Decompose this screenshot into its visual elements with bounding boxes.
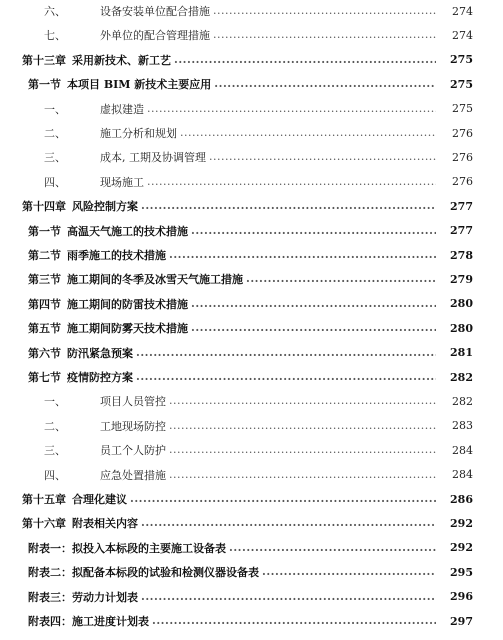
dot-leader [180,126,436,140]
dot-leader [191,224,436,238]
toc-entry-title: 本项目 BIM 新技术主要应用 [67,78,212,92]
toc-entry-page-number: 282 [452,394,473,408]
toc-entry[interactable] [0,366,503,388]
dot-leader [169,394,436,408]
dot-leader [141,590,436,604]
toc-entry-label: 二、 [44,127,66,140]
toc-entry-page-number: 284 [452,468,473,482]
toc-entry-label: 第三节 [28,273,61,287]
toc-entry[interactable] [0,24,503,46]
dot-leader [246,272,436,286]
toc-entry-page-number: 278 [450,248,473,262]
dot-leader [147,102,436,116]
dot-leader [152,614,436,628]
toc-entry-page-number: 292 [450,541,473,555]
dot-leader [169,443,436,457]
toc-entry-title: 附表二：拟配备本标段的试验和检测仪器设备表 [28,566,259,580]
toc-entry-page-number: 275 [450,77,473,91]
toc-entry-label: 第十五章 [22,493,66,506]
toc-entry-title: 施工期间防雾天技术措施 [67,322,188,336]
toc-entry-page-number: 274 [452,4,473,18]
dot-leader [213,4,436,18]
toc-entry-title: 疫情防控方案 [67,371,133,384]
dot-leader [214,77,436,91]
toc-entry-page-number: 275 [450,53,473,67]
toc-entry-page-number: 297 [450,614,473,628]
toc-entry-title: 成本, 工期及协调管理 [100,151,206,165]
toc-entry[interactable] [0,537,503,559]
toc-entry-title: 设备安装单位配合措施 [100,5,210,18]
dot-leader [229,541,436,555]
toc-entry[interactable] [0,146,503,168]
dot-leader [141,199,436,213]
toc-entry[interactable] [0,122,503,144]
toc-entry[interactable] [0,293,503,315]
toc-entry-title: 采用新技术、新工艺 [72,53,171,67]
toc-entry-title: 高温天气施工的技术措施 [67,224,188,238]
toc-entry-label: 一、 [44,395,66,409]
toc-entry-page-number: 282 [450,370,473,384]
dot-leader [141,516,436,530]
toc-entry-page-number: 283 [452,419,473,433]
toc-entry-label: 第一节 [28,78,61,92]
toc-entry-page-number: 276 [452,175,473,189]
toc-entry[interactable] [0,586,503,608]
dot-leader [262,565,436,579]
dot-leader [169,468,436,482]
toc-entry-page-number: 280 [450,321,473,335]
toc-entry[interactable] [0,390,503,412]
toc-entry-label: 四、 [44,175,66,189]
toc-entry-title: 附表三：劳动力计划表 [28,590,138,604]
toc-entry[interactable] [0,561,503,583]
toc-entry-label: 三、 [44,151,66,165]
dot-leader [191,297,436,311]
toc-entry-page-number: 275 [452,102,473,116]
toc-entry-title: 风险控制方案 [72,200,138,214]
toc-entry-label: 第六节 [28,346,61,360]
dot-leader [136,370,436,384]
toc-entry-title: 虚拟建造 [100,102,144,116]
toc-entry-title: 现场施工 [100,175,144,189]
toc-entry-title: 附表四：施工进度计划表 [28,615,149,628]
toc-entry-label: 第一节 [28,224,61,238]
toc-entry-title: 应急处置措施 [100,468,166,482]
dot-leader [191,321,436,335]
toc-entry-page-number: 279 [450,272,473,286]
toc-entry-page-number: 276 [452,150,473,164]
toc-entry-label: 四、 [44,468,66,482]
toc-entry[interactable] [0,317,503,339]
dot-leader [209,150,436,164]
toc-entry-page-number: 295 [450,565,473,579]
toc-entry-label: 第十四章 [22,200,66,214]
toc-entry-page-number: 286 [450,492,473,506]
toc-entry-label: 六、 [44,5,66,18]
toc-entry[interactable] [0,610,503,632]
toc-entry-page-number: 274 [452,28,473,42]
toc-entry[interactable] [0,220,503,242]
toc-entry[interactable] [0,512,503,534]
dot-leader [213,28,436,42]
toc-entry-label: 第十六章 [22,517,66,531]
toc-entry[interactable] [0,98,503,120]
toc-entry-page-number: 284 [452,443,473,457]
toc-entry[interactable] [0,464,503,486]
toc-entry[interactable] [0,49,503,71]
toc-entry[interactable] [0,342,503,364]
dot-leader [174,53,436,67]
toc-entry-page-number: 277 [450,199,473,213]
toc-entry-title: 外单位的配合管理措施 [100,29,210,43]
toc-entry-title: 雨季施工的技术措施 [67,249,166,262]
dot-leader [136,346,436,360]
toc-entry-title: 合理化建议 [72,493,127,506]
toc-entry[interactable] [0,244,503,266]
toc-entry-label: 一、 [44,102,66,116]
toc-entry-label: 第四节 [28,297,61,311]
toc-entry-page-number: 276 [452,126,473,140]
toc-entry-title: 附表一：拟投入本标段的主要施工设备表 [28,541,226,555]
dot-leader [169,419,436,433]
toc-entry[interactable] [0,439,503,461]
toc-entry-page-number: 280 [450,297,473,311]
toc-entry-label: 七、 [44,29,66,43]
toc-entry[interactable] [0,415,503,437]
toc-entry-label: 第二节 [28,249,61,262]
toc-entry-title: 施工期间的防雷技术措施 [67,297,188,311]
toc-entry[interactable] [0,0,503,22]
toc-entry-title: 员工个人防护 [100,444,166,458]
toc-entry-title: 工地现场防控 [100,419,166,433]
toc-entry-page-number: 296 [450,590,473,604]
toc-entry-label: 第五节 [28,322,61,336]
toc-entry-page-number: 277 [450,224,473,238]
toc-entry-label: 三、 [44,444,66,458]
toc-entry[interactable] [0,73,503,95]
toc-entry-title: 附表相关内容 [72,517,138,531]
toc-entry[interactable] [0,268,503,290]
dot-leader [130,492,436,506]
toc-entry-title: 防汛紧急预案 [67,346,133,360]
toc-entry-title: 项目人员管控 [100,395,166,409]
toc-entry-label: 二、 [44,419,66,433]
toc-entry-page-number: 292 [450,516,473,530]
toc-entry[interactable] [0,195,503,217]
toc-entry-page-number: 281 [450,346,473,360]
toc-entry[interactable] [0,488,503,510]
dot-leader [147,175,436,189]
toc-entry-title: 施工期间的冬季及冰雪天气施工措施 [67,273,243,287]
dot-leader [169,248,436,262]
toc-entry-title: 施工分析和规划 [100,127,177,140]
toc-entry-label: 第十三章 [22,53,66,67]
toc-entry-label: 第七节 [28,371,61,384]
toc-entry[interactable] [0,171,503,193]
